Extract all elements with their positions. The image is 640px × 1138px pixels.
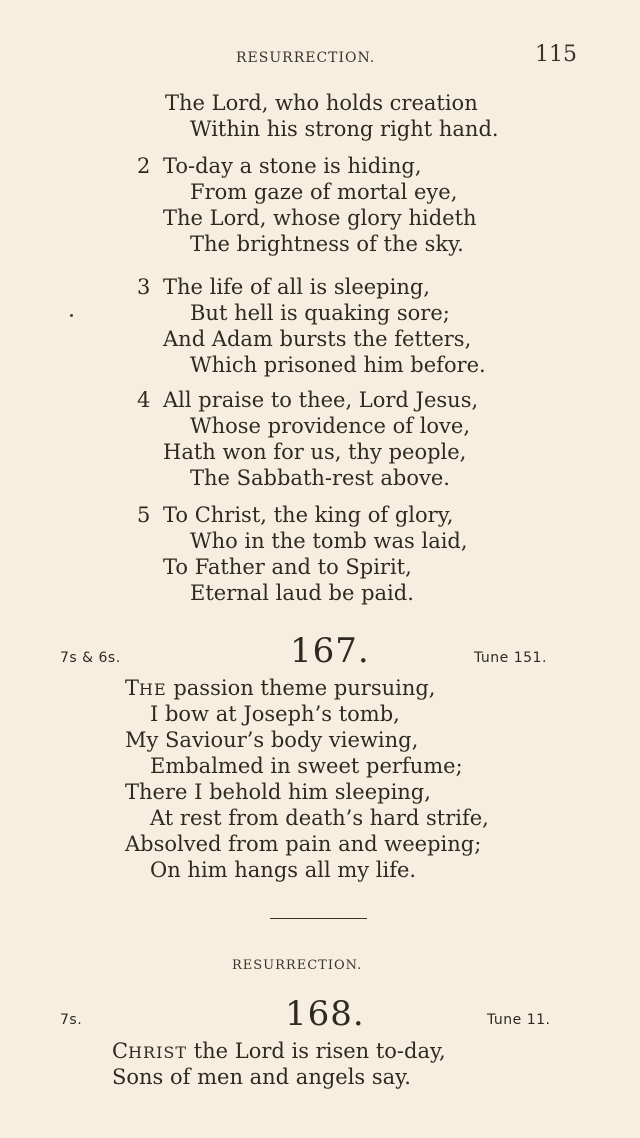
verse-line: And Adam bursts the fetters, <box>163 327 472 351</box>
tune-label: Tune 151. <box>474 650 547 666</box>
verse-line: But hell is quaking sore; <box>190 301 450 325</box>
verse-line: Absolved from pain and weeping; <box>125 832 482 856</box>
meter-label: 7s. <box>60 1012 83 1028</box>
hymn-number: 167. <box>290 631 370 671</box>
first-line-text: the Lord is risen to-day, <box>187 1039 446 1063</box>
section-divider <box>270 918 367 919</box>
verse-line: The Sabbath-rest above. <box>190 466 450 490</box>
verse-line: Eternal laud be paid. <box>190 581 414 605</box>
verse-line <box>125 675 435 703</box>
verse-line: At rest from death’s hard strife, <box>150 806 489 830</box>
verse-line: Hath won for us, thy people, <box>163 440 467 464</box>
verse-line: My Saviour’s body viewing, <box>125 728 419 752</box>
verse-line: Embalmed in sweet perfume; <box>150 754 463 778</box>
small-caps-initial: T <box>125 676 140 700</box>
stanza-number: 3 <box>137 275 151 299</box>
verse-line: Within his strong right hand. <box>190 117 499 141</box>
verse-line: To Christ, the king of glory, <box>163 503 454 527</box>
verse-line: Whose providence of love, <box>190 414 471 438</box>
verse-line: The Lord, whose glory hideth <box>163 206 477 230</box>
verse-line: From gaze of mortal eye, <box>190 180 458 204</box>
hymn-number: 168. <box>285 994 365 1034</box>
verse-line: Who in the tomb was laid, <box>190 529 468 553</box>
stanza-number: 5 <box>137 503 151 527</box>
page-number: 115 <box>535 42 577 67</box>
section-title: RESURRECTION. <box>232 958 363 973</box>
verse-line: On him hangs all my life. <box>150 858 417 882</box>
running-title: RESURRECTION. <box>236 50 376 66</box>
first-line-text: passion theme pursuing, <box>166 676 436 700</box>
small-caps-initial: C <box>112 1039 129 1063</box>
verse-line: The life of all is sleeping, <box>163 275 430 299</box>
verse-line: Which prisoned him before. <box>190 353 486 377</box>
verse-line: To Father and to Spirit, <box>163 555 412 579</box>
small-caps-rest: HRIST <box>128 1043 188 1062</box>
meter-label: 7s & 6s. <box>60 650 121 666</box>
verse-line: All praise to thee, Lord Jesus, <box>163 388 479 412</box>
verse-line: Sons of men and angels say. <box>112 1065 411 1089</box>
stanza-number: 2 <box>137 154 151 178</box>
verse-line: To-day a stone is hiding, <box>163 154 422 178</box>
ink-speck <box>70 314 73 317</box>
verse-line: I bow at Joseph’s tomb, <box>150 702 400 726</box>
verse-line: The brightness of the sky. <box>190 232 464 256</box>
stanza-number: 4 <box>137 388 151 412</box>
tune-label: Tune 11. <box>487 1012 551 1028</box>
small-caps-rest: HE <box>139 680 167 699</box>
verse-line: The Lord, who holds creation <box>165 91 478 115</box>
verse-line <box>112 1038 446 1066</box>
verse-line: There I behold him sleeping, <box>125 780 431 804</box>
